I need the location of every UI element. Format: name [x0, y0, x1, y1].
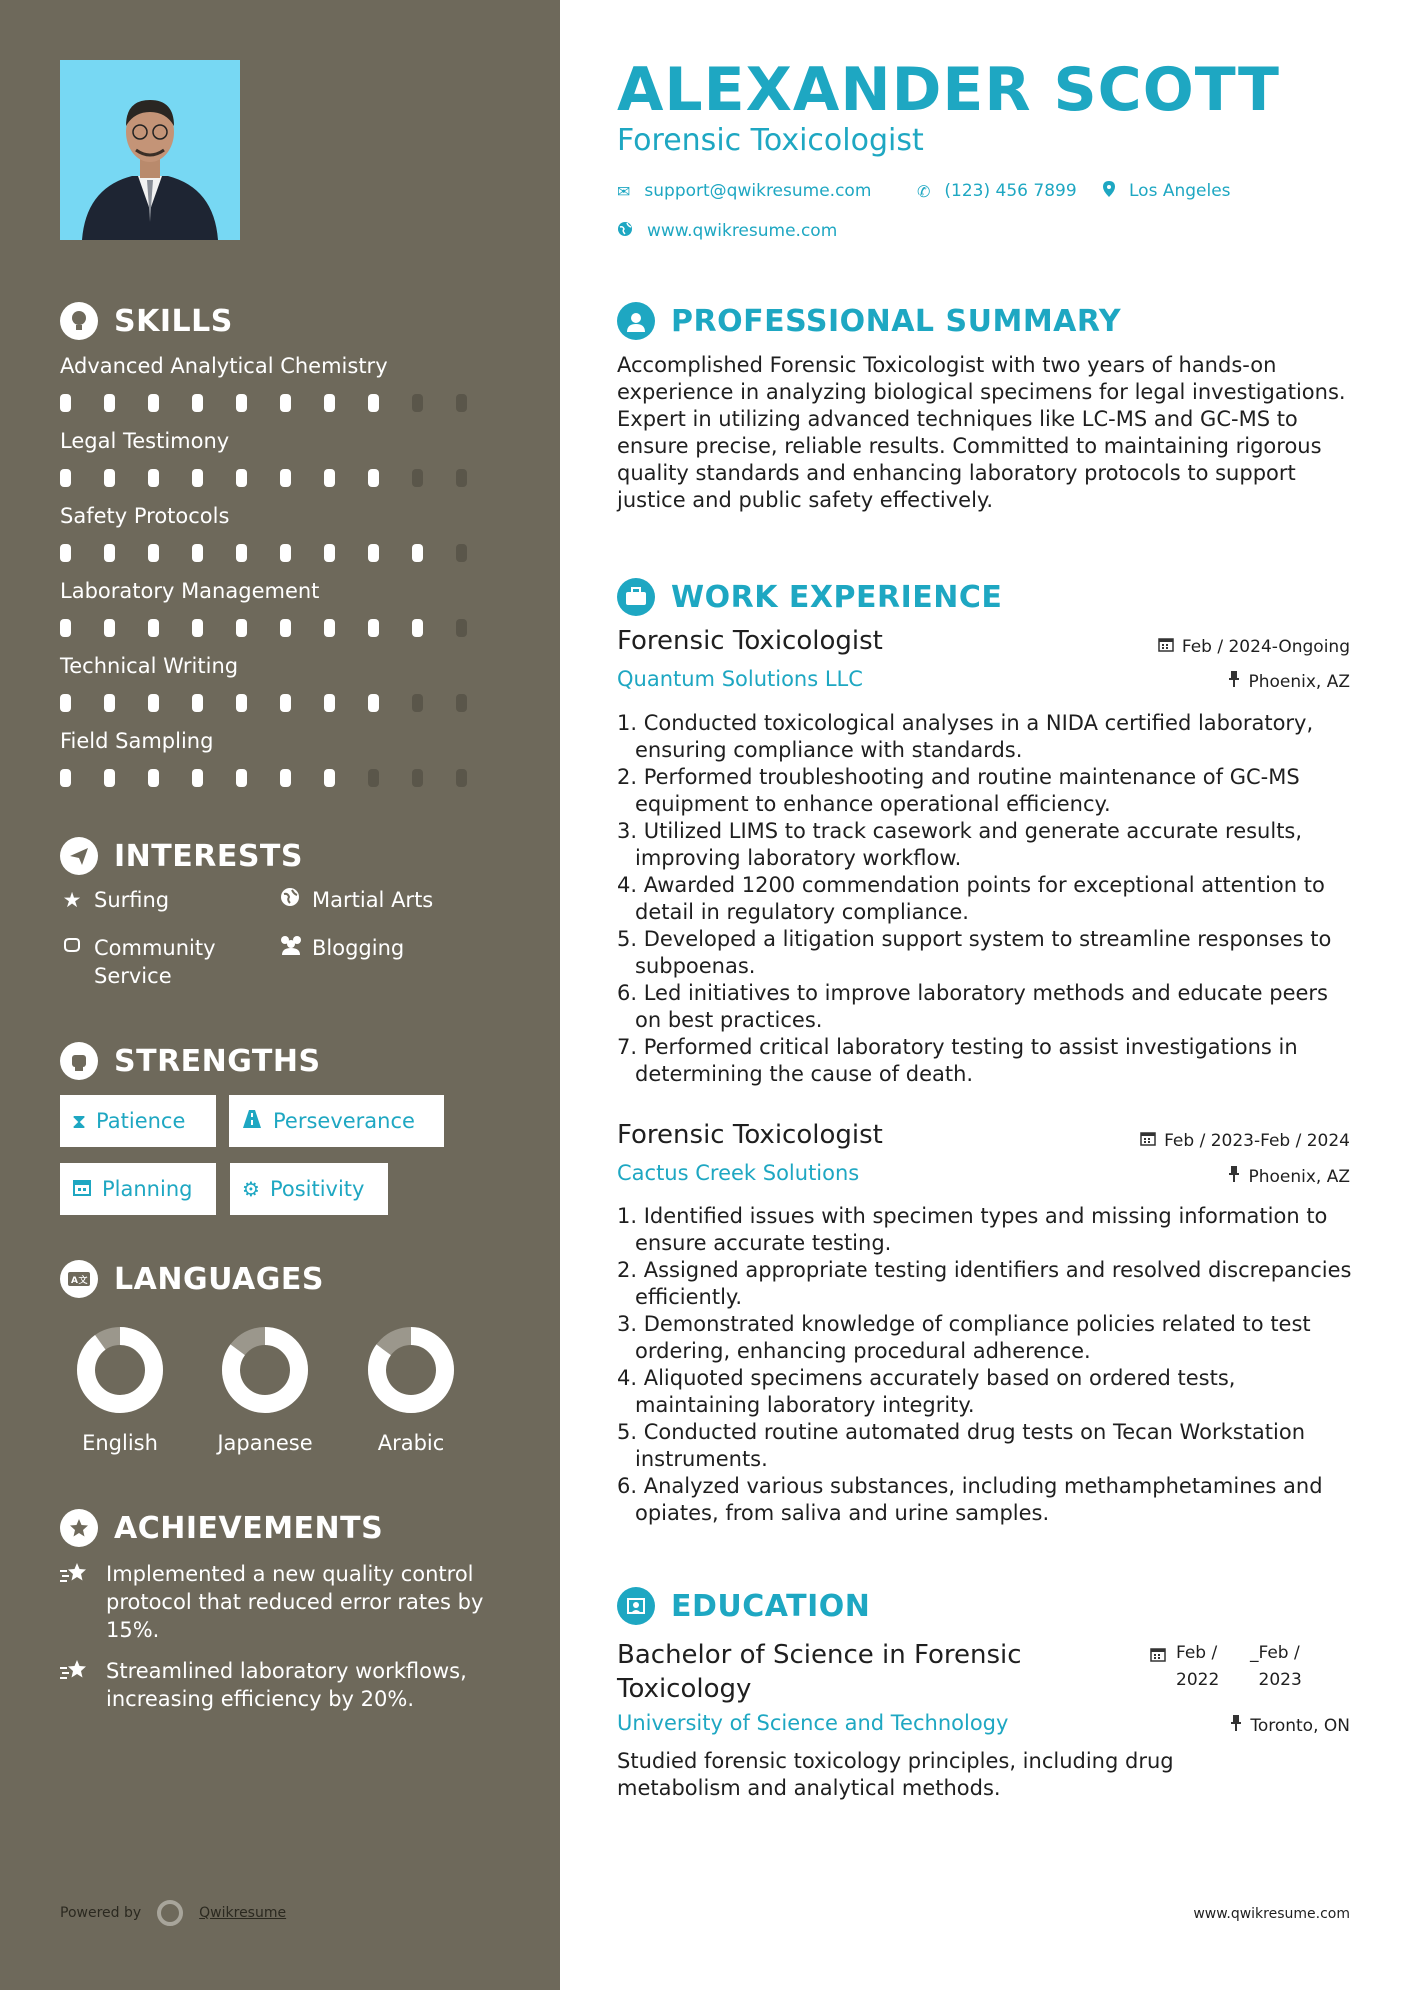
rating-dot: [280, 469, 291, 487]
interest-item: ★ Surfing: [60, 886, 169, 914]
job-title: Forensic Toxicologist: [617, 1120, 883, 1150]
rating-dot: [192, 394, 203, 412]
rating-dot: [368, 544, 379, 562]
rating-dot: [368, 619, 379, 637]
skill-rating: [60, 694, 500, 712]
rating-dot: [60, 469, 71, 487]
skill-rating: [60, 394, 500, 412]
rating-dot: [456, 619, 467, 637]
hand-icon: [60, 934, 84, 962]
rating-dot: [412, 544, 423, 562]
interest-item: Blogging: [278, 934, 404, 962]
education-location: Toronto, ON: [1230, 1715, 1350, 1736]
job-title: Forensic Toxicologist: [617, 626, 883, 656]
rating-dot: [60, 394, 71, 412]
rating-dot: [60, 769, 71, 787]
rating-dot: [324, 394, 335, 412]
paper-plane-icon: [60, 837, 98, 875]
skill-item: [60, 652, 500, 712]
skill-name: Technical Writing: [60, 654, 239, 678]
rating-dot: [104, 769, 115, 787]
envelope-icon: ✉: [617, 181, 631, 201]
rating-dot: [412, 394, 423, 412]
phone-icon: ✆: [917, 181, 931, 201]
skills-section-title: SKILLS: [60, 302, 233, 340]
lightbulb-icon: [60, 302, 98, 340]
job-duties-list: [617, 710, 1357, 1088]
strength-tag: Perseverance: [229, 1095, 444, 1147]
education-description: Studied forensic toxicology principles, including drug metabolism and analytical methods.: [617, 1749, 1174, 1800]
candidate-name: ALEXANDER SCOTT: [617, 55, 1280, 125]
language-proficiency-ring: [75, 1325, 165, 1415]
calendar-icon: [1150, 1644, 1166, 1694]
rating-dot: [192, 469, 203, 487]
email-contact[interactable]: ✉ support@qwikresume.com: [617, 181, 872, 201]
rating-dot: [60, 694, 71, 712]
map-pin-icon: [1103, 181, 1115, 201]
languages-section-title: A文 LANGUAGES: [60, 1260, 324, 1298]
rating-dot: [148, 394, 159, 412]
calendar-icon: [1140, 1130, 1156, 1151]
rating-dot: [456, 769, 467, 787]
rating-dot: [456, 394, 467, 412]
rating-dot: [368, 469, 379, 487]
shooting-star-icon: [60, 1560, 90, 1644]
school-name: University of Science and Technology: [617, 1711, 1009, 1735]
strength-tag: Planning: [60, 1163, 216, 1215]
rating-dot: [192, 544, 203, 562]
skill-item: [60, 502, 500, 562]
duty-item: 5. Conducted routine automated drug tests on Tecan Workstation instruments.: [617, 1420, 1306, 1471]
rating-dot: [192, 769, 203, 787]
rating-dot: [280, 619, 291, 637]
language-item: [341, 1325, 481, 1455]
rating-dot: [104, 394, 115, 412]
user-icon: [617, 302, 655, 340]
rating-dot: [236, 544, 247, 562]
rating-dot: [236, 769, 247, 787]
rating-dot: [60, 619, 71, 637]
profile-photo: [60, 60, 240, 240]
language-label: English: [82, 1431, 158, 1455]
achievement-item: Streamlined laboratory workflows, increasing efficiency by 20%.: [60, 1657, 510, 1713]
company-name: Cactus Creek Solutions: [617, 1161, 860, 1185]
rating-dot: [192, 694, 203, 712]
rating-dot: [60, 544, 71, 562]
rating-dot: [368, 769, 379, 787]
rating-dot: [280, 769, 291, 787]
pushpin-icon: [1228, 1166, 1240, 1187]
location-contact: Los Angeles: [1103, 181, 1231, 201]
duty-item: 1. Identified issues with specimen types and missing information to ensure accurate testing.: [617, 1204, 1328, 1255]
duty-item: 3. Utilized LIMS to track casework and generate accurate results, improving laboratory workflow.: [617, 819, 1303, 870]
graduation-icon: [617, 1587, 655, 1625]
education-section-title: EDUCATION: [617, 1587, 870, 1625]
skill-item: [60, 352, 500, 412]
language-item: [195, 1325, 335, 1455]
skill-item: [60, 727, 500, 787]
rating-dot: [236, 469, 247, 487]
rating-dot: [192, 619, 203, 637]
calendar-icon: [72, 1177, 92, 1202]
rating-dot: [104, 544, 115, 562]
language-label: Arabic: [377, 1431, 445, 1455]
pushpin-icon: [1228, 671, 1240, 692]
skill-name: Field Sampling: [60, 729, 214, 753]
rating-dot: [148, 544, 159, 562]
skill-rating: [60, 619, 500, 637]
rating-dot: [236, 694, 247, 712]
main-content: [560, 0, 1407, 1990]
skill-name: Legal Testimony: [60, 429, 230, 453]
pushpin-icon: [1230, 1715, 1242, 1736]
rating-dot: [368, 394, 379, 412]
job-location: Phoenix, AZ: [1228, 1166, 1350, 1187]
rating-dot: [456, 694, 467, 712]
rating-dot: [148, 469, 159, 487]
job-dates: Feb / 2024-Ongoing: [1158, 636, 1350, 657]
qwikresume-link[interactable]: Qwikresume: [199, 1905, 287, 1921]
rating-dot: [324, 469, 335, 487]
qwikresume-logo-icon: [157, 1900, 183, 1926]
rating-dot: [236, 394, 247, 412]
rating-dot: [412, 619, 423, 637]
phone-contact: ✆ (123) 456 7899: [917, 181, 1077, 201]
sidebar: [0, 0, 560, 1990]
achievement-item: Implemented a new quality control protocol that reduced error rates by 15%.: [60, 1560, 510, 1644]
people-icon: [278, 934, 302, 962]
interests-section-title: INTERESTS: [60, 837, 303, 875]
language-label: Japanese: [217, 1431, 313, 1455]
experience-section-title: WORK EXPERIENCE: [617, 578, 1002, 616]
skill-rating: [60, 469, 500, 487]
skill-item: [60, 577, 500, 637]
rating-dot: [324, 769, 335, 787]
globe-icon: [617, 221, 633, 241]
rating-dot: [324, 694, 335, 712]
duty-item: 2. Assigned appropriate testing identifiers and resolved discrepancies efficiently.: [617, 1258, 1352, 1309]
rating-dot: [456, 544, 467, 562]
skill-name: Safety Protocols: [60, 504, 230, 528]
summary-text: Accomplished Forensic Toxicologist with two years of hands-on experience in analyzing biological specimens for legal investigations. Expert in utilizing advanced techniques like LC-MS and GC-MS to ensure precise, reliable results. Committed to maintaining rigorous quality standards and enhancing laboratory protocols to support justice and public safety effectively.: [617, 353, 1346, 512]
duty-item: 6. Led initiatives to improve laboratory methods and educate peers on best practices.: [617, 981, 1328, 1032]
language-proficiency-ring: [220, 1325, 310, 1415]
duty-item: 3. Demonstrated knowledge of compliance policies related to test ordering, enhancing procedural adherence.: [617, 1312, 1311, 1363]
job-dates: Feb / 2023-Feb / 2024: [1140, 1130, 1350, 1151]
road-icon: [241, 1109, 263, 1134]
duty-item: 5. Developed a litigation support system to streamline responses to subpoenas.: [617, 927, 1332, 978]
language-proficiency-ring: [366, 1325, 456, 1415]
footer-website[interactable]: www.qwikresume.com: [1193, 1906, 1350, 1922]
rating-dot: [104, 694, 115, 712]
rating-dot: [456, 469, 467, 487]
degree-title: Bachelor of Science in Forensic Toxicology: [617, 1640, 1022, 1704]
rating-dot: [104, 469, 115, 487]
interest-item: Martial Arts: [278, 886, 433, 914]
rating-dot: [148, 694, 159, 712]
rating-dot: [412, 469, 423, 487]
award-icon: [60, 1509, 98, 1547]
duty-item: 4. Awarded 1200 commendation points for exceptional attention to detail in regulatory compliance.: [617, 873, 1325, 924]
rating-dot: [236, 619, 247, 637]
star-icon: ★: [62, 888, 82, 912]
rating-dot: [280, 394, 291, 412]
rating-dot: [148, 769, 159, 787]
achievements-section-title: ACHIEVEMENTS: [60, 1509, 383, 1547]
gear-icon: ⚙: [242, 1177, 260, 1201]
rating-dot: [412, 694, 423, 712]
strength-tag: ⚙ Positivity: [230, 1163, 388, 1215]
education-dates: Feb / 2022 _ Feb / 2023: [1150, 1640, 1309, 1694]
calendar-icon: [1158, 636, 1174, 657]
duty-item: 2. Performed troubleshooting and routine maintenance of GC-MS equipment to enhance operational efficiency.: [617, 765, 1300, 816]
interest-item: Community Service: [60, 934, 260, 990]
strengths-section-title: STRENGTHS: [60, 1042, 321, 1080]
rating-dot: [104, 619, 115, 637]
shooting-star-icon: [60, 1657, 90, 1713]
skill-item: [60, 427, 500, 487]
fist-icon: [60, 1042, 98, 1080]
rating-dot: [412, 769, 423, 787]
duty-item: 1. Conducted toxicological analyses in a NIDA certified laboratory, ensuring compliance with standards.: [617, 711, 1314, 762]
rating-dot: [280, 544, 291, 562]
duty-item: 4. Aliquoted specimens accurately based on ordered tests, maintaining laboratory integrity.: [617, 1366, 1236, 1417]
rating-dot: [280, 694, 291, 712]
rating-dot: [324, 544, 335, 562]
language-icon: [60, 1260, 98, 1298]
ring-fill: [86, 1336, 154, 1404]
powered-by: Powered by Qwikresume: [60, 1900, 286, 1926]
summary-section-title: PROFESSIONAL SUMMARY: [617, 302, 1121, 340]
job-duties-list: [617, 1203, 1357, 1527]
job-location: Phoenix, AZ: [1228, 671, 1350, 692]
company-name: Quantum Solutions LLC: [617, 667, 863, 691]
candidate-role: Forensic Toxicologist: [617, 123, 924, 158]
hourglass-icon: ⧗: [72, 1109, 87, 1133]
rating-dot: [324, 619, 335, 637]
skill-name: Laboratory Management: [60, 579, 320, 603]
strength-tag: ⧗ Patience: [60, 1095, 216, 1147]
rating-dot: [148, 619, 159, 637]
duty-item: 6. Analyzed various substances, including methamphetamines and opiates, from saliva and urine samples.: [617, 1474, 1323, 1525]
skill-name: Advanced Analytical Chemistry: [60, 354, 388, 378]
skill-rating: [60, 544, 500, 562]
globe-icon: [278, 886, 302, 914]
duty-item: 7. Performed critical laboratory testing to assist investigations in determining the cause of death.: [617, 1035, 1298, 1086]
language-item: [50, 1325, 190, 1455]
svg-text:A文: A文: [71, 1276, 88, 1286]
rating-dot: [368, 694, 379, 712]
briefcase-icon: [617, 578, 655, 616]
skill-rating: [60, 769, 500, 787]
website-contact[interactable]: www.qwikresume.com: [617, 221, 837, 241]
